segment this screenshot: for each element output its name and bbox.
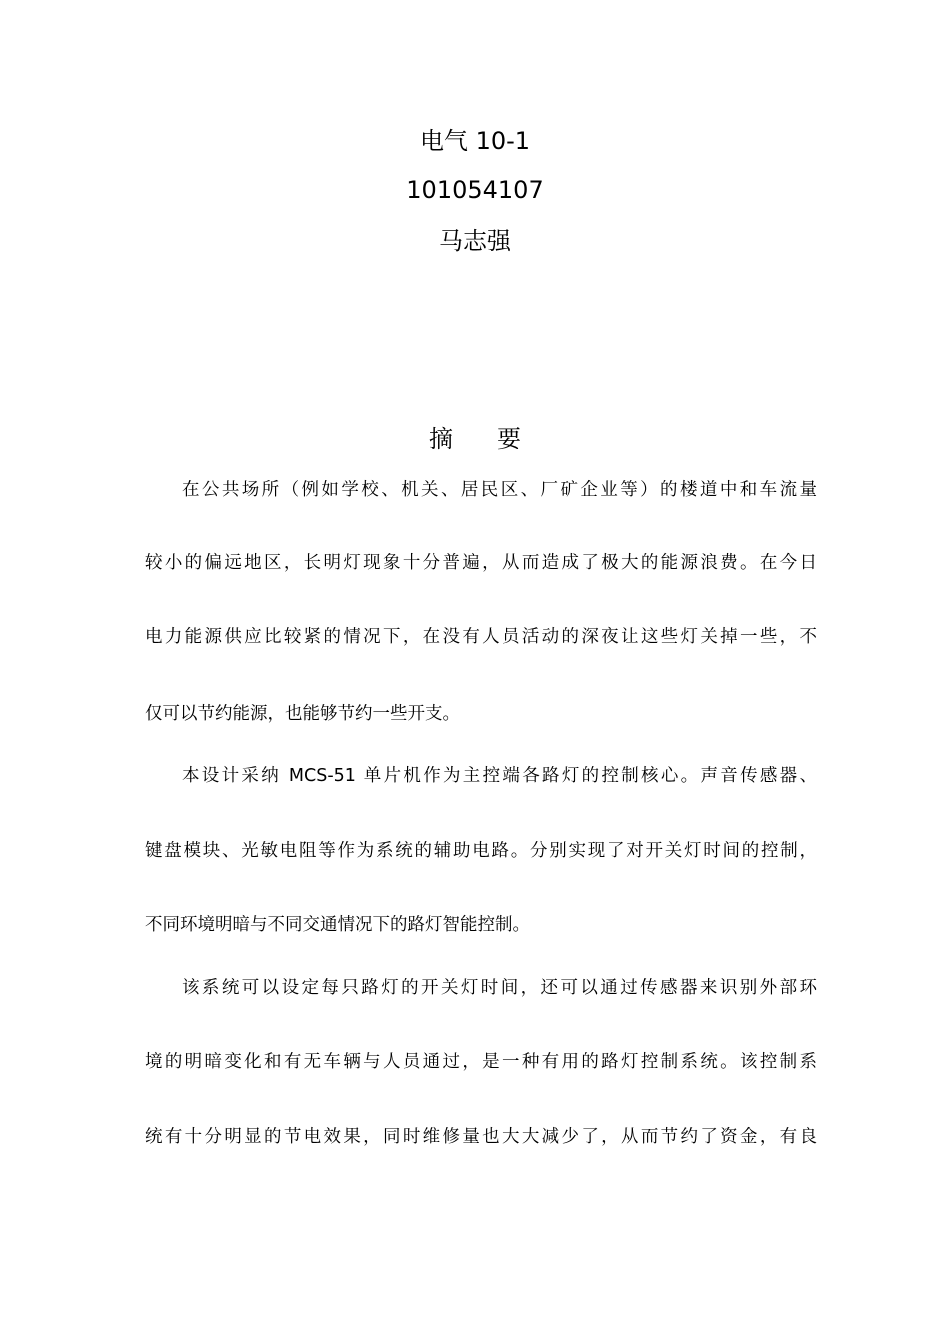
paragraph-line: 较小的偏远地区，长明灯现象十分普遍，从而造成了极大的能源浪费。在今日 xyxy=(145,553,817,573)
abstract-heading xyxy=(0,424,950,454)
paragraph-line: 电力能源供应比较紧的情况下，在没有人员活动的深夜让这些灯关掉一些，不 xyxy=(145,627,817,647)
paragraph-line: 本设计采纳 MCS-51 单片机作为主控端各路灯的控制核心。声音传感器、 xyxy=(182,766,817,786)
paragraph-line: 在公共场所（例如学校、机关、居民区、厂矿企业等）的楼道中和车流量 xyxy=(182,480,817,500)
class-name: 电气 10-1 xyxy=(419,127,531,155)
paragraph-line: 不同环境明暗与不同交通情况下的路灯智能控制。 xyxy=(145,915,530,935)
paragraph-line: 统有十分明显的节电效果，同时维修量也大大减少了，从而节约了资金，有良 xyxy=(145,1127,817,1147)
paragraph-line: 该系统可以设定每只路灯的开关灯时间，还可以通过传感器来识别外部环 xyxy=(182,978,817,998)
abstract-heading-right: 要 xyxy=(497,425,521,453)
student-id: 101054107 xyxy=(406,176,544,204)
paragraph-line: 键盘模块、光敏电阻等作为系统的辅助电路。分别实现了对开关灯时间的控制， xyxy=(145,841,817,861)
abstract-heading-left: 摘 xyxy=(429,425,453,453)
paragraph-line: 仅可以节约能源，也能够节约一些开支。 xyxy=(145,704,460,724)
author-name: 马志强 xyxy=(439,227,511,255)
paragraph-line: 境的明暗变化和有无车辆与人员通过，是一种有用的路灯控制系统。该控制系 xyxy=(145,1052,817,1072)
